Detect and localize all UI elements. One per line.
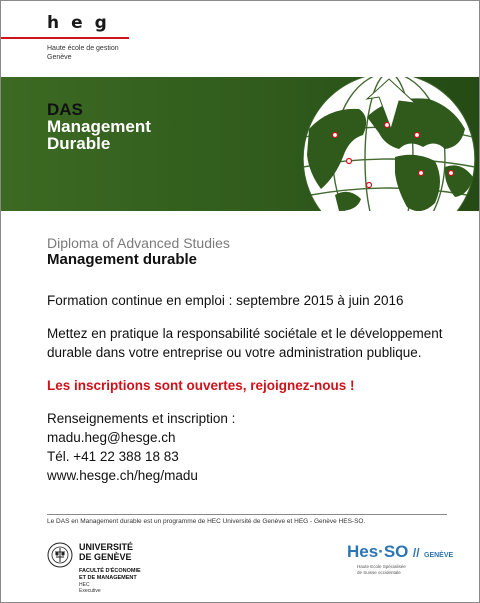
contact-heading: Renseignements et inscription : <box>47 411 236 426</box>
unige-name <box>79 542 133 562</box>
banner <box>1 77 479 211</box>
banner-title-line3: Durable <box>47 134 111 153</box>
unige-seal-icon <box>47 542 73 568</box>
hesso-subtitle-line2: de Suisse occidentale <box>357 569 401 575</box>
hesso-subtitle <box>357 564 427 575</box>
description-text: Mettez en pratique la responsabilité sociétale et le développement durable dans votre entreprise ou votre administration publique. <box>47 326 443 360</box>
unige-faculty-line1: FACULTÉ D'ÉCONOMIE <box>79 568 141 574</box>
contact-website[interactable]: www.hesge.ch/heg/madu <box>47 468 198 483</box>
banner-title-line1: DAS <box>47 100 83 119</box>
contact-email[interactable]: madu.heg@hesge.ch <box>47 430 176 445</box>
unige-hec-executive: HEC Executive <box>79 582 101 594</box>
program-subtitle: Diploma of Advanced Studies <box>47 235 230 251</box>
unige-logo <box>47 542 141 594</box>
hesso-logo <box>347 542 454 575</box>
hesso-geneve: GENÈVE <box>424 552 454 559</box>
globe-graphic <box>303 77 475 211</box>
cta-text: Les inscriptions sont ouvertes, rejoignez-nous ! <box>47 378 355 393</box>
schedule-text: Formation continue en emploi : septembre 2015 à juin 2016 <box>47 293 404 308</box>
banner-title <box>47 101 151 152</box>
contact-phone: Tél. +41 22 388 18 83 <box>47 449 179 464</box>
hesso-subtitle-line1: Haute Ecole Spécialisée <box>357 564 406 569</box>
unige-name-line1: UNIVERSITÉ <box>79 542 134 552</box>
hesso-wordmark: Hes·SO <box>347 542 409 561</box>
hesso-slashes-icon: // <box>412 546 420 560</box>
program-title: Management durable <box>47 251 198 268</box>
footer-divider <box>47 514 447 515</box>
globe-icon <box>239 77 479 211</box>
heg-logo-text: heg <box>47 13 119 33</box>
school-name-line1: Haute école de gestion <box>47 45 119 52</box>
footer-note: Le DAS en Management durable est un programme de HEC Université de Genève et HEG - Genève HES-SO. <box>47 518 366 525</box>
school-name-line2: Genève <box>47 54 72 61</box>
main-content <box>47 235 457 485</box>
unige-faculty-line2: ET DE MANAGEMENT <box>79 574 137 581</box>
banner-title-line2: Management <box>47 117 151 136</box>
school-name <box>47 44 119 62</box>
unige-faculty <box>79 568 199 581</box>
unige-name-line2: DE GENÈVE <box>79 552 132 562</box>
heg-red-rule <box>1 37 129 39</box>
heg-logo <box>47 13 119 33</box>
